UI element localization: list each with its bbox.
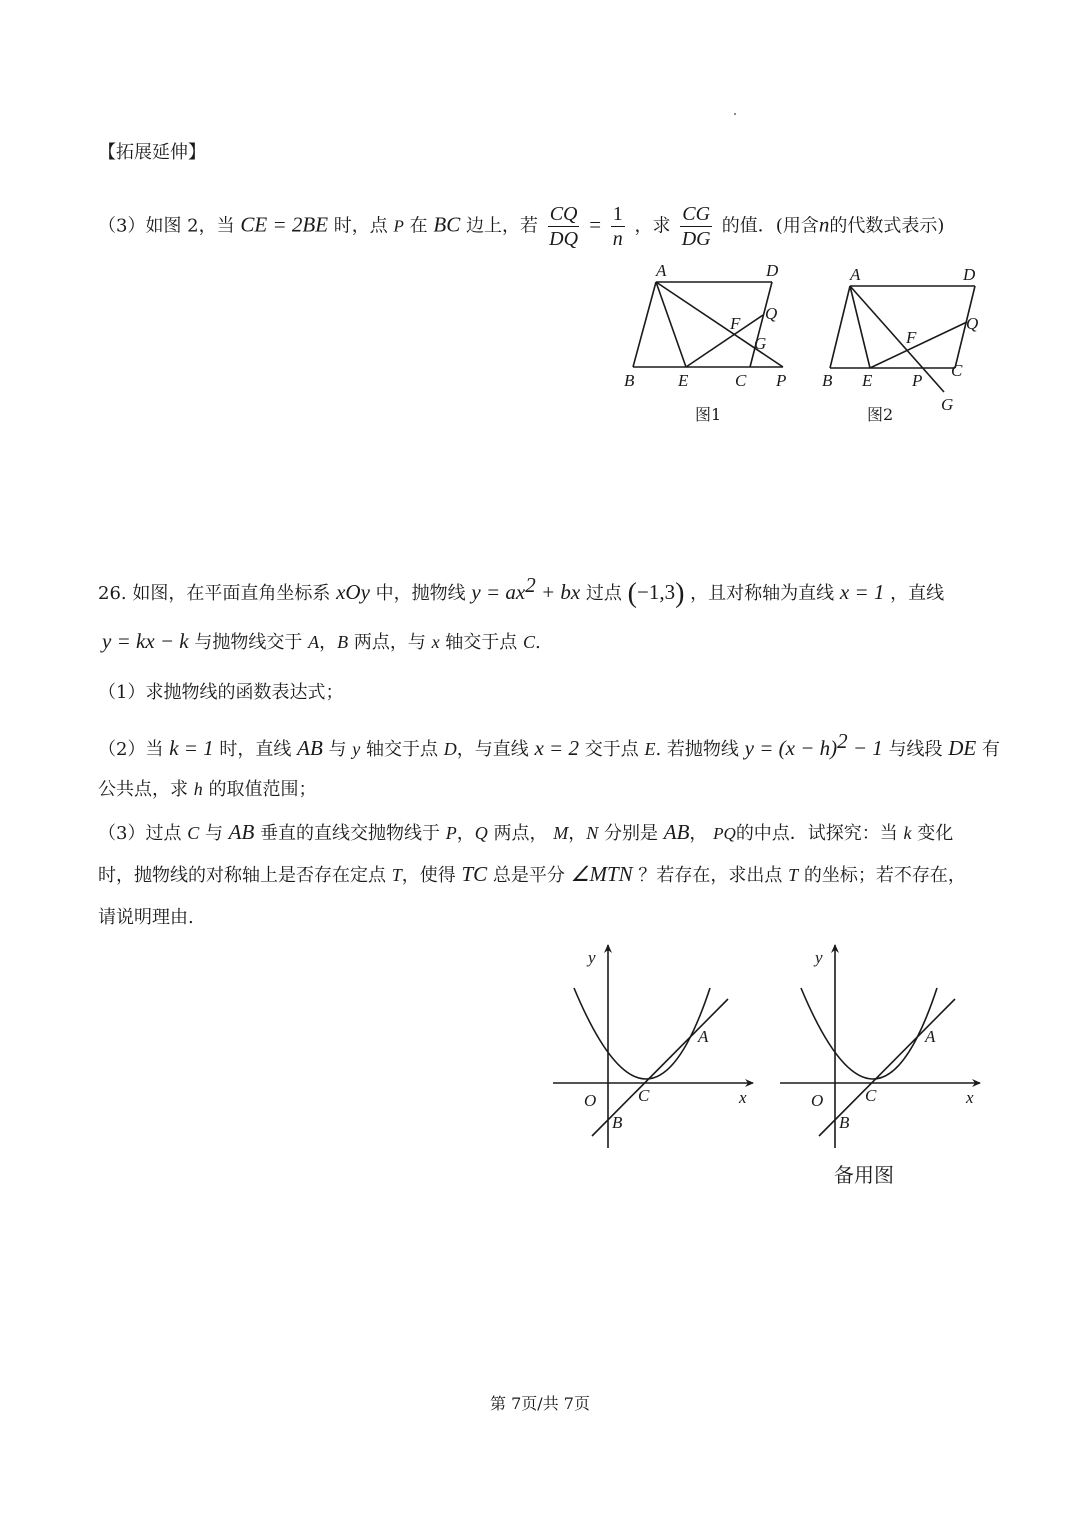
fig2-label-d: D [963, 265, 976, 284]
graph2-caption: 备用图 [834, 1163, 894, 1187]
fig1-label-q: Q [765, 304, 778, 323]
fig1-label-f: F [730, 314, 741, 333]
question-3-extension: （3）如图 2，当 CE = 2BE 时，点 P 在 BC 边上，若 $\frac{CQ}{DQ}$ = $\frac{1}{n}$ ，求 $\frac{CG}{DG}$ 的值．(用含n的代数式表示) [98, 203, 945, 250]
fig1-label-g: G [754, 334, 767, 353]
fig2-label-g: G [941, 395, 954, 414]
fraction-1-n: $\frac{1}{n}$ [612, 203, 623, 250]
q26-part-2-line-2: 公共点，求 h 的取值范围； [98, 779, 317, 800]
fig2-label-b: B [822, 371, 833, 390]
fraction-cg-dg: $\frac{CG}{DG}$ [681, 203, 711, 250]
fig2-label-q: Q [966, 314, 979, 333]
graph1-label-y: y [588, 948, 596, 967]
q26-part-3: （3）过点 C 与 AB 垂直的直线交抛物线于 P，Q 两点， M，N 分别是 AB， PQ的中点．试探究：当 k 变化 [98, 820, 954, 844]
fig2-label-a: A [850, 265, 861, 284]
graph2-label-b: B [839, 1113, 850, 1132]
fig1-label-d: D [766, 261, 779, 280]
graph2-parabola [801, 988, 937, 1079]
graph2-label-c: C [865, 1086, 877, 1105]
fig2-label-p: P [912, 371, 923, 390]
graph1-label-a: A [698, 1027, 709, 1046]
fraction-cq-dq: $\frac{CQ}{DQ}$ [549, 203, 579, 250]
graph2-label-o: O [811, 1091, 824, 1110]
graph-1 [553, 945, 753, 1148]
q26-line-1: 26. 如图，在平面直角坐标系 xOy 中，抛物线 $y = ax^2$ + bx 过点 (−1,3) ，且对称轴为直线 x = 1 ，直线 [98, 573, 945, 609]
fig1-label-c: C [735, 371, 747, 390]
q26-part-1: （1）求抛物线的函数表达式； [98, 682, 344, 703]
q26-part-3-line-3: 请说明理由. [98, 907, 194, 928]
q26-part-2: （2）当 k = 1 时，直线 AB 与 y 轴交于点 D，与直线 x = 2 交于点 E. 若抛物线 $y = (x - h)^2 - 1$ 与线段 DE 有 [98, 729, 1000, 760]
stray-mark [734, 113, 736, 115]
graph2-label-y: y [815, 948, 823, 967]
page-footer: 第 7页/共 7页 [490, 1394, 590, 1413]
fig1-label-e: E [678, 371, 689, 390]
fig2-label-e: E [862, 371, 873, 390]
graph2-label-a: A [925, 1027, 936, 1046]
fig1-label-b: B [624, 371, 635, 390]
graph2-label-x: x [966, 1088, 974, 1107]
fig2-label-c: C [951, 361, 963, 380]
graph1-parabola [574, 988, 710, 1079]
graph1-label-b: B [612, 1113, 623, 1132]
fig1-label-a: A [656, 261, 667, 280]
figure-1 [633, 282, 783, 367]
fig1-caption: 图1 [695, 405, 722, 424]
fig1-label-p: P [776, 371, 787, 390]
graph-2 [780, 945, 980, 1148]
fig2-label-f: F [906, 328, 917, 347]
section-header: 【拓展延伸】 [98, 142, 206, 163]
fig2-caption: 图2 [867, 405, 894, 424]
graph1-label-x: x [739, 1088, 747, 1107]
geometry-figures [600, 250, 1020, 440]
q26-part-3-line-2: 时，抛物线的对称轴上是否存在定点 T，使得 TC 总是平分 ∠MTN ？若存在，求出点 T 的坐标；若不存在， [98, 862, 966, 886]
graph1-label-o: O [584, 1091, 597, 1110]
graph1-label-c: C [638, 1086, 650, 1105]
coordinate-graphs [540, 930, 1000, 1200]
q26-line-2: y = kx − k 与抛物线交于 A，B 两点，与 x 轴交于点 C. [102, 629, 541, 653]
